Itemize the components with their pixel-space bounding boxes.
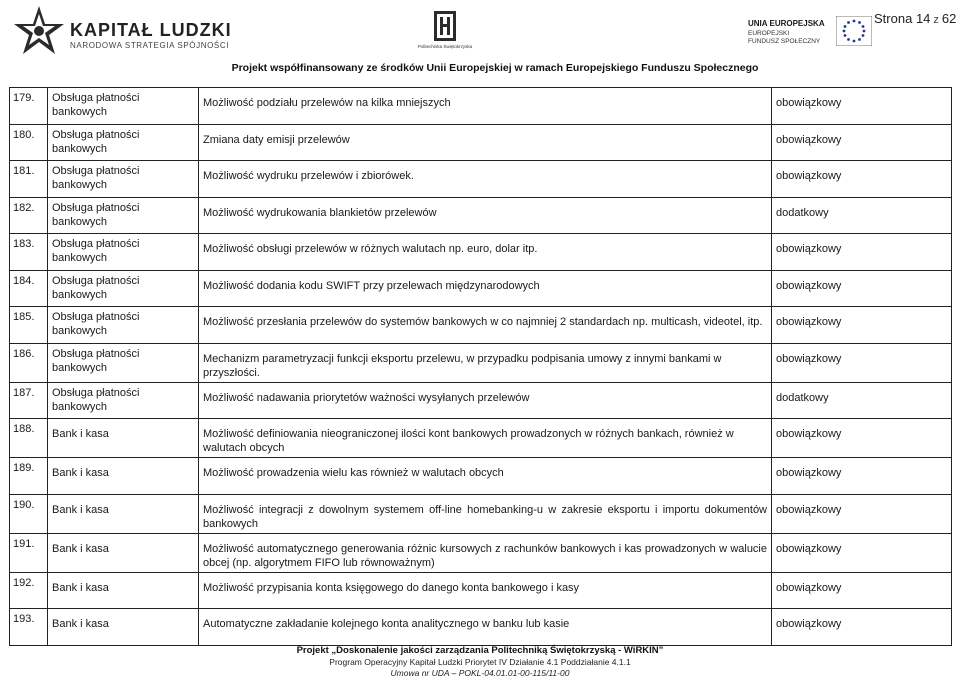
polytechnic-emblem-icon [433,10,457,44]
kl-logo-title: KAPITAŁ LUDZKI [70,20,232,40]
row-area: Obsługa płatności bankowych [48,307,199,344]
page-current: 14 [915,11,931,26]
row-area: Obsługa płatności bankowych [48,124,199,161]
row-number: 188. [10,419,48,458]
row-number: 193. [10,609,48,646]
table-row [10,197,952,234]
row-number: 183. [10,234,48,271]
row-description: Automatyczne zakładanie kolejnego konta analitycznego w banku lub kasie [199,609,772,646]
row-requirement-level: obowiązkowy [772,609,952,646]
table-row [10,419,952,458]
row-description: Możliwość automatycznego generowania różnic kursowych z rachunków bankowych i kas prowadzonych w walucie obcej (np. algorytmem FIFO lub równoważnym) [199,533,772,572]
row-area: Bank i kasa [48,533,199,572]
row-area: Bank i kasa [48,609,199,646]
table-row [10,458,952,495]
kapital-ludzki-star-icon [12,4,66,58]
row-area: Obsługa płatności bankowych [48,88,199,125]
row-number: 185. [10,307,48,344]
row-description: Możliwość definiowania nieograniczonej ilości kont bankowych prowadzonych w różnych bankach, również w walutach obcych [199,419,772,458]
row-description: Możliwość dodania kodu SWIFT przy przelewach międzynarodowych [199,270,772,307]
table-row [10,343,952,382]
row-area: Obsługa płatności bankowych [48,161,199,198]
row-requirement-level: obowiązkowy [772,533,952,572]
row-description: Możliwość prowadzenia wielu kas również w walutach obcych [199,458,772,495]
eu-logo-line2: EUROPEJSKI [748,30,790,37]
table-row [10,609,952,646]
row-number: 179. [10,88,48,125]
row-number: 186. [10,343,48,382]
row-requirement-level: obowiązkowy [772,124,952,161]
footer-contract: Umowa nr UDA – POKL-04.01.01-00-115/11-00 [390,668,570,678]
footer-project-title: Projekt „Doskonalenie jakości zarządzania Politechniką Świętokrzyską - WiRKIN” [296,645,664,656]
table-row [10,307,952,344]
row-area: Obsługa płatności bankowych [48,343,199,382]
row-requirement-level: obowiązkowy [772,307,952,344]
row-requirement-level: obowiązkowy [772,572,952,609]
row-number: 187. [10,382,48,419]
row-area: Obsługa płatności bankowych [48,382,199,419]
row-requirement-level: obowiązkowy [772,343,952,382]
row-requirement-level: obowiązkowy [772,270,952,307]
row-requirement-level: obowiązkowy [772,419,952,458]
row-requirement-level: obowiązkowy [772,161,952,198]
table-row [10,161,952,198]
row-area: Obsługa płatności bankowych [48,270,199,307]
polytechnic-name: Politechnika Świętokrzyska [417,44,473,49]
cofinancing-note: Projekt współfinansowany ze środków Unii Europejskiej w ramach Europejskiego Funduszu Społecznego [231,62,759,74]
row-requirement-level: dodatkowy [772,197,952,234]
footer-program: Program Operacyjny Kapitał Ludzki Priorytet IV Działanie 4.1 Poddziałanie 4.1.1 [329,657,631,667]
row-description: Mechanizm parametryzacji funkcji eksportu przelewu, w przypadku podpisania umowy z innymi bankami w przyszłości. [199,343,772,382]
table-row [10,88,952,125]
table-row [10,270,952,307]
row-area: Bank i kasa [48,494,199,533]
page-total: 62 [941,11,957,26]
row-number: 182. [10,197,48,234]
row-number: 184. [10,270,48,307]
row-requirement-level: obowiązkowy [772,458,952,495]
row-description: Zmiana daty emisji przelewów [199,124,772,161]
page-number [874,11,956,26]
row-description: Możliwość przypisania konta księgowego do danego konta bankowego i kasy [199,572,772,609]
table-row [10,234,952,271]
row-description: Możliwość przesłania przelewów do systemów bankowych w co najmniej 2 standardach np. multicash, videotel, itp. [199,307,772,344]
row-area: Obsługa płatności bankowych [48,197,199,234]
table-row [10,124,952,161]
requirements-table [9,87,952,646]
polytechnic-logo [410,10,480,56]
eu-logo-line3: FUNDUSZ SPOŁECZNY [748,38,821,45]
row-number: 191. [10,533,48,572]
row-area: Obsługa płatności bankowych [48,234,199,271]
row-description: Możliwość nadawania priorytetów ważności wysyłanych przelewów [199,382,772,419]
eu-flag-icon [836,16,872,46]
page-separator: z [933,14,939,26]
kapital-ludzki-logo [12,4,272,58]
row-description: Możliwość wydruku przelewów i zbiorówek. [199,161,772,198]
row-description: Możliwość wydrukowania blankietów przelewów [199,197,772,234]
row-requirement-level: dodatkowy [772,382,952,419]
row-description: Możliwość integracji z dowolnym systemem off-line homebanking-u w zakresie eksportu i importu dokumentów bankowych [199,494,772,533]
eu-logo [748,16,888,56]
row-number: 180. [10,124,48,161]
table-row [10,572,952,609]
row-number: 181. [10,161,48,198]
row-requirement-level: obowiązkowy [772,494,952,533]
row-number: 192. [10,572,48,609]
table-row [10,382,952,419]
row-description: Możliwość obsługi przelewów w różnych walutach np. euro, dolar itp. [199,234,772,271]
row-number: 189. [10,458,48,495]
row-area: Bank i kasa [48,419,199,458]
row-requirement-level: obowiązkowy [772,234,952,271]
project-footer [0,645,960,679]
page-label: Strona [874,11,913,26]
table-row [10,494,952,533]
row-description: Możliwość podziału przelewów na kilka mniejszych [199,88,772,125]
row-requirement-level: obowiązkowy [772,88,952,125]
row-number: 190. [10,494,48,533]
eu-logo-line1: UNIA EUROPEJSKA [748,19,825,28]
row-area: Bank i kasa [48,458,199,495]
table-row [10,533,952,572]
kl-logo-subtitle: NARODOWA STRATEGIA SPÓJNOŚCI [70,41,230,50]
row-area: Bank i kasa [48,572,199,609]
